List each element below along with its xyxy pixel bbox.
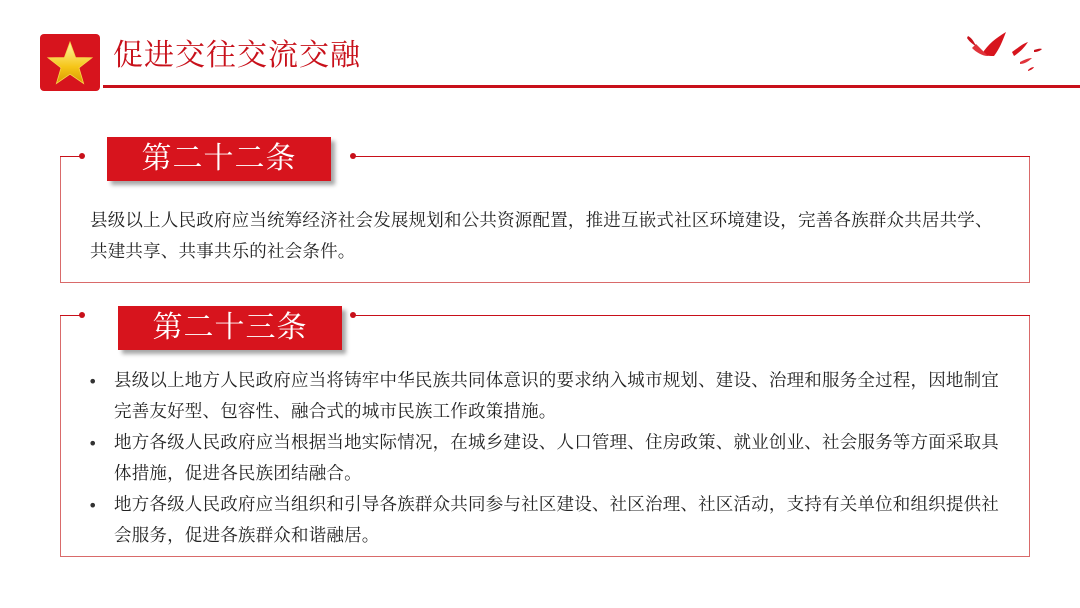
header-divider (103, 85, 1080, 88)
bullet-icon: • (88, 372, 98, 391)
flying-birds-icon (962, 22, 1052, 77)
panel-dot-left (79, 153, 85, 159)
list-item (86, 428, 1006, 490)
panel-dot-right (350, 153, 356, 159)
list-item (86, 490, 1006, 552)
header-star-badge (40, 34, 100, 91)
list-item-text: 县级以上地方人民政府应当将铸牢中华民族共同体意识的要求纳入城市规划、建设、治理和服务全过程，因地制宜完善友好型、包容性、融合式的城市民族工作政策措施。 (114, 371, 999, 422)
list-item-text: 地方各级人民政府应当根据当地实际情况，在城乡建设、人口管理、住房政策、就业创业、社会服务等方面采取具体措施，促进各民族团结融合。 (114, 433, 999, 484)
article-22-label: 第二十二条 (107, 137, 331, 181)
page-title: 促进交往交流交融 (113, 38, 361, 73)
bullet-icon: • (88, 434, 98, 453)
list-item-text: 地方各级人民政府应当组织和引导各族群众共同参与社区建设、社区治理、社区活动，支持有关单位和组织提供社会服务，促进各族群众和谐融居。 (114, 495, 999, 546)
panel-dot-right (350, 312, 356, 318)
article-23-label: 第二十三条 (118, 306, 342, 350)
star-icon (40, 34, 100, 91)
panel-top-line-right (353, 156, 1030, 157)
panel-top-line-right (353, 315, 1030, 316)
article-22-paragraph: 县级以上人民政府应当统筹经济社会发展规划和公共资源配置，推进互嵌式社区环境建设，完善各族群众共居共学、共建共享、共事共乐的社会条件。 (90, 211, 993, 262)
list-item (86, 366, 1006, 428)
bullet-icon: • (88, 496, 98, 515)
panel-dot-left (79, 312, 85, 318)
article-23-bullet-list (86, 366, 1006, 552)
